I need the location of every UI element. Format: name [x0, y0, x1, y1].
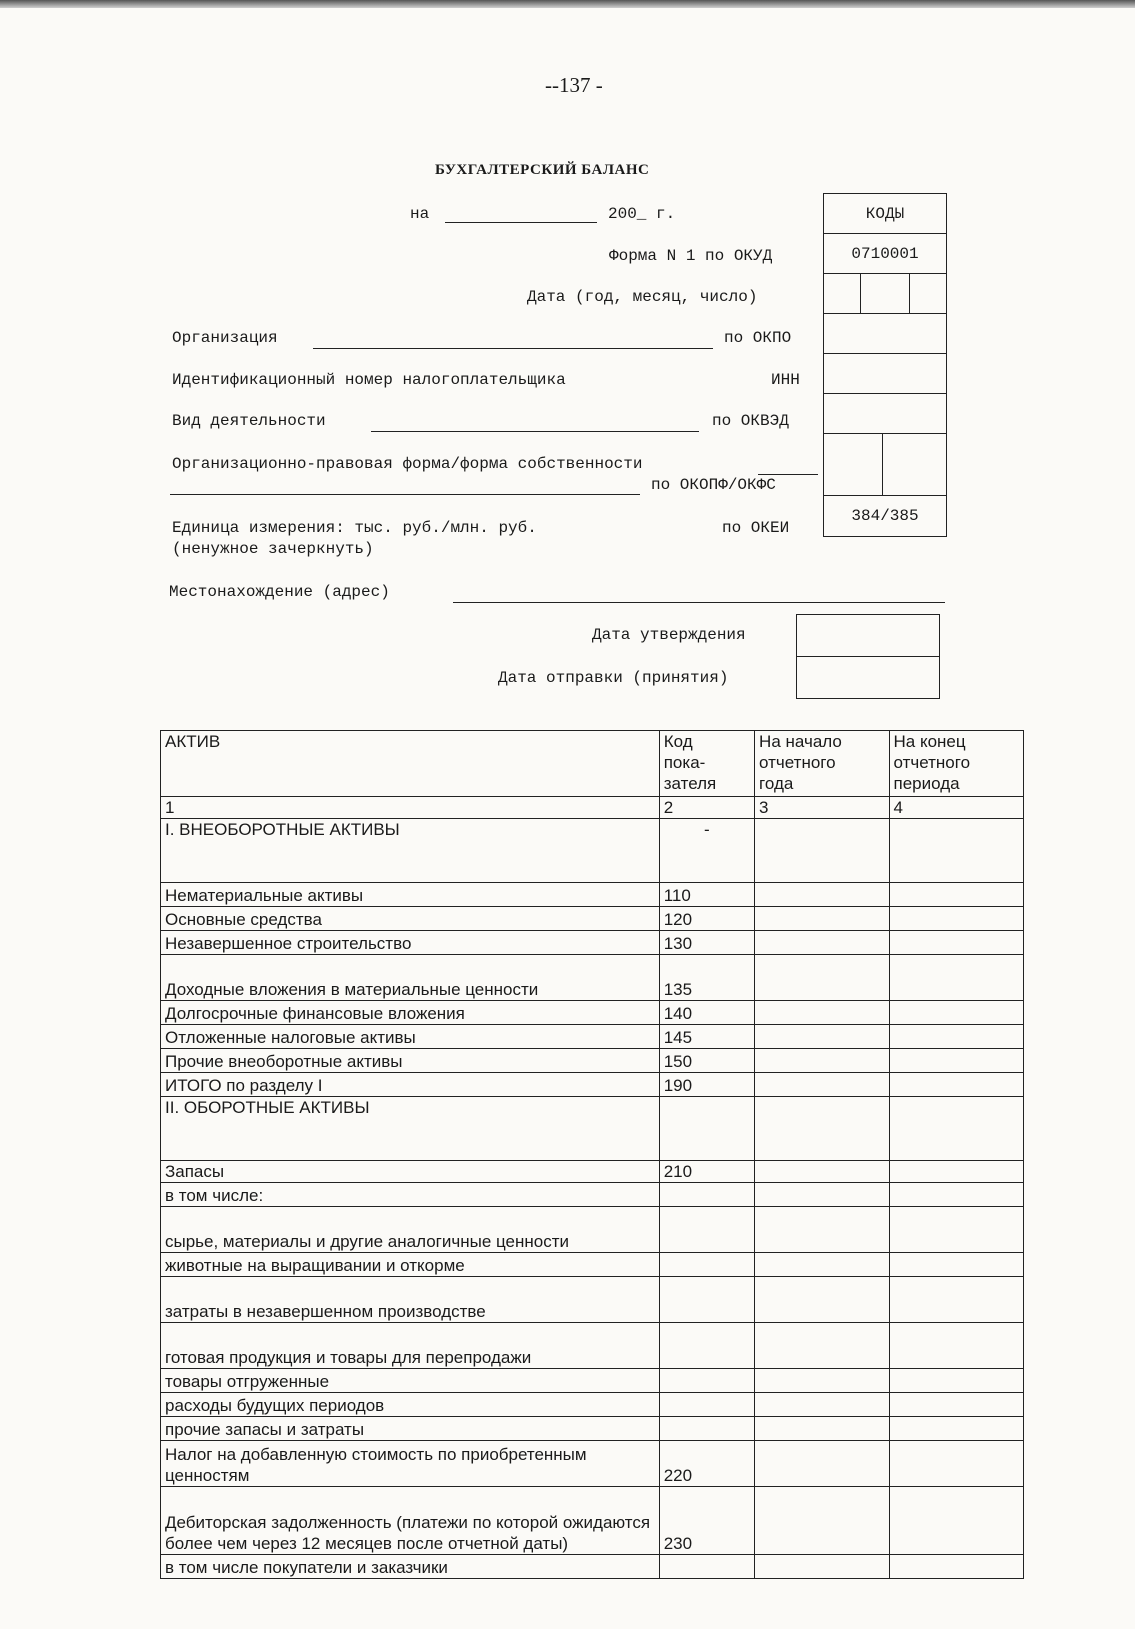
- okud-code: 0710001: [824, 234, 946, 274]
- header-end-line: отчетного: [893, 753, 971, 772]
- value-start-cell[interactable]: [755, 1025, 889, 1049]
- value-start-cell[interactable]: [755, 955, 889, 1001]
- date-label: Дата (год, месяц, число): [527, 288, 758, 306]
- value-start-cell[interactable]: [755, 1277, 889, 1323]
- balance-table: [160, 730, 1024, 1579]
- row-label: Незавершенное строительство: [161, 931, 660, 955]
- value-start-cell[interactable]: [755, 931, 889, 955]
- value-end-cell[interactable]: [889, 1487, 1024, 1555]
- value-start-cell[interactable]: [755, 1253, 889, 1277]
- value-end-cell[interactable]: [889, 907, 1024, 931]
- row-code: 230: [659, 1487, 754, 1555]
- row-code: 210: [659, 1161, 754, 1183]
- table-row: [161, 1049, 1024, 1073]
- table-row: [161, 1025, 1024, 1049]
- row-code: [659, 1393, 754, 1417]
- value-end-cell[interactable]: [889, 1277, 1024, 1323]
- value-end-cell[interactable]: [889, 1183, 1024, 1207]
- row-code: 120: [659, 907, 754, 931]
- value-end-cell[interactable]: [889, 955, 1024, 1001]
- org-label: Организация: [172, 329, 278, 347]
- row-code: 220: [659, 1441, 754, 1487]
- row-code: [659, 1323, 754, 1369]
- sent-date-cell[interactable]: [797, 657, 939, 698]
- table-row: [161, 1161, 1024, 1183]
- activity-field[interactable]: [371, 431, 699, 432]
- row-label: расходы будущих периодов: [161, 1393, 660, 1417]
- okei-code: 384/385: [851, 507, 919, 525]
- form-title: БУХГАЛТЕРСКИЙ БАЛАНС: [435, 162, 650, 178]
- table-row: [161, 955, 1024, 1001]
- header-code-line: Код: [663, 732, 693, 751]
- value-end-cell[interactable]: [889, 1555, 1024, 1579]
- date-field[interactable]: [445, 222, 597, 223]
- value-end-cell[interactable]: [889, 819, 1024, 883]
- col-number: 1: [161, 797, 660, 819]
- value-end-cell[interactable]: [889, 1001, 1024, 1025]
- org-field[interactable]: [313, 348, 713, 349]
- address-field[interactable]: [453, 602, 945, 603]
- inn-label: Идентификационный номер налогоплательщика: [172, 371, 566, 389]
- table-row: [161, 1555, 1024, 1579]
- row-code: 130: [659, 931, 754, 955]
- unit-label: Единица измерения: тыс. руб./млн. руб.: [172, 519, 537, 537]
- table-row: [161, 1417, 1024, 1441]
- date-year-cell[interactable]: [824, 274, 861, 313]
- value-start-cell[interactable]: [755, 1001, 889, 1025]
- value-start-cell[interactable]: [755, 1183, 889, 1207]
- date-prefix: на: [410, 205, 430, 223]
- table-row: [161, 1183, 1024, 1207]
- row-code: 140: [659, 1001, 754, 1025]
- table-row: [161, 1393, 1024, 1417]
- okved-label: по ОКВЭД: [712, 412, 789, 430]
- row-code: [659, 1277, 754, 1323]
- approval-date-cell[interactable]: [797, 615, 939, 657]
- row-label: затраты в незавершенном производстве: [161, 1277, 660, 1323]
- value-end-cell[interactable]: [889, 1441, 1024, 1487]
- value-start-cell[interactable]: [755, 819, 889, 883]
- row-label: Доходные вложения в материальные ценности: [161, 955, 660, 1001]
- value-end-cell[interactable]: [889, 1161, 1024, 1183]
- date-month-cell[interactable]: [861, 274, 910, 313]
- value-end-cell[interactable]: [889, 1417, 1024, 1441]
- row-code: 135: [659, 955, 754, 1001]
- okved-code-cell[interactable]: [824, 394, 946, 434]
- row-code: [659, 1183, 754, 1207]
- row-label: товары отгруженные: [161, 1369, 660, 1393]
- okopf-cell[interactable]: [824, 434, 883, 495]
- table-row: [161, 1323, 1024, 1369]
- row-code: 190: [659, 1073, 754, 1097]
- form-okud-label: Форма N 1 по ОКУД: [609, 247, 773, 265]
- col-number: 4: [889, 797, 1024, 819]
- row-code: [659, 1417, 754, 1441]
- value-end-cell[interactable]: [889, 931, 1024, 955]
- value-start-cell[interactable]: [755, 1393, 889, 1417]
- date-suffix: 200_ г.: [608, 205, 676, 223]
- header-start: [755, 731, 889, 797]
- codes-heading: КОДЫ: [824, 194, 946, 234]
- header-code: [659, 731, 754, 797]
- value-start-cell[interactable]: [755, 1369, 889, 1393]
- value-end-cell[interactable]: [889, 1025, 1024, 1049]
- legal-form-label: Организационно-правовая форма/форма собственности: [172, 455, 643, 473]
- okpo-label: по ОКПО: [724, 329, 792, 347]
- approval-label: Дата утверждения: [592, 626, 746, 644]
- row-code: 150: [659, 1049, 754, 1073]
- header-aktiv: АКТИВ: [161, 731, 660, 797]
- header-end-line: На конец: [893, 732, 966, 751]
- row-label: Долгосрочные финансовые вложения: [161, 1001, 660, 1025]
- okopf-code-cells[interactable]: [824, 434, 946, 496]
- okei-label: по ОКЕИ: [722, 519, 790, 537]
- date-day-cell[interactable]: [910, 274, 946, 313]
- row-label: Налог на добавленную стоимость по приобретенным ценностям: [161, 1441, 660, 1487]
- approval-date-box: [796, 614, 940, 699]
- value-start-cell[interactable]: [755, 1097, 889, 1161]
- row-label: Прочие внеоборотные активы: [161, 1049, 660, 1073]
- row-code: [659, 1555, 754, 1579]
- row-code: [659, 1207, 754, 1253]
- row-label: в том числе покупатели и заказчики: [161, 1555, 660, 1579]
- inn-code-label: ИНН: [771, 371, 800, 389]
- value-start-cell[interactable]: [755, 1487, 889, 1555]
- row-label: Дебиторская задолженность (платежи по которой ожидаются более чем через 12 месяцев после отчетной даты): [161, 1487, 660, 1555]
- column-numbers-row: [161, 797, 1024, 819]
- table-row: [161, 1441, 1024, 1487]
- table-row: [161, 1207, 1024, 1253]
- table-row: [161, 1001, 1024, 1025]
- sent-label: Дата отправки (принятия): [498, 669, 729, 687]
- legal-form-field-2[interactable]: [170, 494, 640, 495]
- legal-form-field-1[interactable]: [758, 474, 818, 475]
- table-row: [161, 931, 1024, 955]
- header-end: [889, 731, 1024, 797]
- section-heading: I. ВНЕОБОРОТНЫЕ АКТИВЫ: [161, 819, 660, 883]
- okfs-cell[interactable]: [883, 434, 946, 495]
- row-label: готовая продукция и товары для перепродажи: [161, 1323, 660, 1369]
- value-end-cell[interactable]: [889, 1323, 1024, 1369]
- balance-table-body: [161, 731, 1024, 1579]
- header-code-line: зателя: [663, 774, 717, 793]
- value-start-cell[interactable]: [755, 1049, 889, 1073]
- table-row: [161, 1097, 1024, 1161]
- row-code: -: [659, 819, 754, 883]
- inn-code-cell[interactable]: [824, 354, 946, 394]
- unit-note: (ненужное зачеркнуть): [172, 540, 374, 558]
- row-label: сырье, материалы и другие аналогичные ценности: [161, 1207, 660, 1253]
- table-row: [161, 1253, 1024, 1277]
- row-code: 110: [659, 883, 754, 907]
- table-row: [161, 819, 1024, 883]
- address-label: Местонахождение (адрес): [169, 583, 390, 601]
- activity-label: Вид деятельности: [172, 412, 326, 430]
- table-row: [161, 1369, 1024, 1393]
- col-number: 3: [755, 797, 889, 819]
- value-end-cell[interactable]: [889, 1097, 1024, 1161]
- value-start-cell[interactable]: [755, 1555, 889, 1579]
- okpo-code-cell[interactable]: [824, 314, 946, 354]
- value-start-cell[interactable]: [755, 907, 889, 931]
- row-code: [659, 1253, 754, 1277]
- row-label: Запасы: [161, 1161, 660, 1183]
- okopf-label: по ОКОПФ/ОКФС: [651, 476, 776, 494]
- row-code: [659, 1097, 754, 1161]
- header-end-line: периода: [893, 774, 960, 793]
- row-label: животные на выращивании и откорме: [161, 1253, 660, 1277]
- header-start-line: На начало: [759, 732, 842, 751]
- header-start-line: отчетного: [759, 753, 836, 772]
- row-label: прочие запасы и затраты: [161, 1417, 660, 1441]
- row-label: в том числе:: [161, 1183, 660, 1207]
- scan-edge: [0, 0, 1135, 8]
- row-code: [659, 1369, 754, 1393]
- row-code: 145: [659, 1025, 754, 1049]
- value-end-cell[interactable]: [889, 1073, 1024, 1097]
- col-number: 2: [659, 797, 754, 819]
- value-end-cell[interactable]: [889, 1207, 1024, 1253]
- value-start-cell[interactable]: [755, 1073, 889, 1097]
- value-start-cell[interactable]: [755, 1417, 889, 1441]
- table-header-row: [161, 731, 1024, 797]
- table-row: [161, 883, 1024, 907]
- row-label: ИТОГО по разделу I: [161, 1073, 660, 1097]
- value-start-cell[interactable]: [755, 1441, 889, 1487]
- value-end-cell[interactable]: [889, 1253, 1024, 1277]
- value-end-cell[interactable]: [889, 1369, 1024, 1393]
- row-label: Отложенные налоговые активы: [161, 1025, 660, 1049]
- value-start-cell[interactable]: [755, 1161, 889, 1183]
- value-end-cell[interactable]: [889, 1393, 1024, 1417]
- header-start-line: года: [759, 774, 794, 793]
- date-code-cells[interactable]: [824, 274, 946, 314]
- row-label: Основные средства: [161, 907, 660, 931]
- value-end-cell[interactable]: [889, 1049, 1024, 1073]
- value-start-cell[interactable]: [755, 1207, 889, 1253]
- value-end-cell[interactable]: [889, 883, 1024, 907]
- row-label: Нематериальные активы: [161, 883, 660, 907]
- header-code-line: пока-: [663, 753, 706, 772]
- table-row: [161, 1487, 1024, 1555]
- section-heading: II. ОБОРОТНЫЕ АКТИВЫ: [161, 1097, 660, 1161]
- table-row: [161, 907, 1024, 931]
- page-number: --137 -: [545, 73, 603, 97]
- codes-box: [823, 193, 947, 537]
- table-row: [161, 1073, 1024, 1097]
- value-start-cell[interactable]: [755, 1323, 889, 1369]
- value-start-cell[interactable]: [755, 883, 889, 907]
- table-row: [161, 1277, 1024, 1323]
